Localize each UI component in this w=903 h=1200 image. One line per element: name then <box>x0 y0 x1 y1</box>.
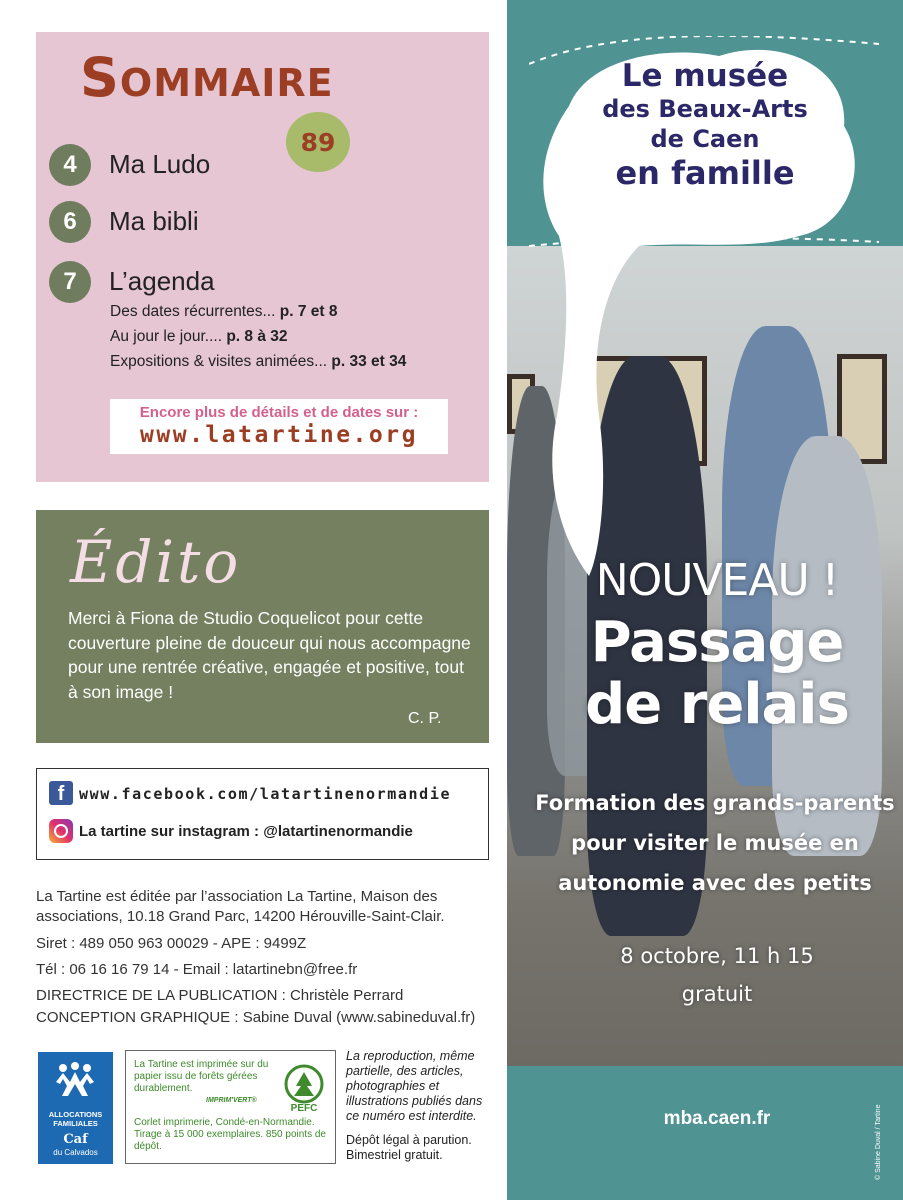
website-intro: Encore plus de détails et de dates sur : <box>139 404 419 421</box>
instagram-link[interactable]: La tartine sur instagram : @latartinenormandie <box>79 823 413 840</box>
publisher-line: associations, 10.18 Grand Parc, 14200 Hérouville-Saint-Clair. <box>36 908 445 925</box>
photo-credit: © Sabine Duval / Tartine <box>875 1104 882 1180</box>
headline: Passage de relais <box>585 610 849 737</box>
agenda-sub-item: Au jour le jour.... p. 8 à 32 <box>110 328 288 345</box>
edito-text: Merci à Fiona de Studio Coquelicot pour cette couverture pleine de douceur qui nous accompagne pour une rentrée créative, engagée et positive, tout à son image ! <box>68 608 471 702</box>
entry-agenda: L’agenda <box>109 266 215 296</box>
edito-panel <box>36 510 489 743</box>
paper-info: La Tartine est imprimée sur du papier issu de forêts gérées durablement. <box>134 1059 269 1094</box>
reproduction-notice: La reproduction, même partielle, des articles, photographies et illustrations publiés dans ce numéro est interdite. <box>346 1049 483 1123</box>
issue-number-badge: 89 <box>286 112 350 172</box>
balloon-title: Le musée des Beaux-Arts de Caen en famille <box>602 58 808 192</box>
siret-line: Siret : 489 050 963 00029 - APE : 9499Z <box>36 935 307 952</box>
agenda-sub-item: Des dates récurrentes... p. 7 et 8 <box>110 303 338 320</box>
design-line: CONCEPTION GRAPHIQUE : Sabine Duval (www.sabineduval.fr) <box>36 1009 476 1026</box>
printing-info-box <box>125 1050 336 1164</box>
entry-page-number: 7 <box>49 261 91 303</box>
entry-page-number: 6 <box>49 201 91 243</box>
event-price: gratuit <box>681 982 753 1006</box>
museum-ad-panel <box>507 0 903 1200</box>
edito-title: Édito <box>70 528 242 596</box>
printer-info: Corlet imprimerie, Condé-en-Normandie. Tirage à 15 000 exemplaires. 850 points de dépôt. <box>134 1117 326 1152</box>
caf-label: ALLOCATIONS FAMILIALES <box>48 1110 103 1128</box>
entry-ma-ludo: Ma Ludo <box>109 149 211 179</box>
nouveau-label: NOUVEAU ! <box>595 555 839 606</box>
imprim-vert-logo: IMPRIM'VERT® <box>206 1097 257 1104</box>
entry-ma-bibli: Ma bibli <box>109 206 199 236</box>
director-line: DIRECTRICE DE LA PUBLICATION : Christèle Perrard <box>36 987 404 1004</box>
pefc-label: PEFC <box>290 1103 318 1114</box>
caf-logo <box>38 1052 113 1164</box>
facebook-icon: f <box>49 781 73 805</box>
legal-deposit: Dépôt légal à parution. Bimestriel gratuit. <box>346 1133 472 1162</box>
museum-website-link[interactable]: mba.caen.fr <box>663 1108 771 1129</box>
sommaire-panel <box>36 32 489 482</box>
edito-signature: C. P. <box>408 710 442 727</box>
caf-region: du Calvados <box>53 1148 98 1157</box>
website-box <box>110 399 448 454</box>
facebook-link[interactable]: www.facebook.com/latartinenormandie <box>79 785 452 803</box>
contact-line: Tél : 06 16 16 79 14 - Email : latartinebn@free.fr <box>36 961 358 978</box>
formation-description: Formation des grands-parents pour visiter le musée en autonomie avec des petits <box>535 791 895 895</box>
social-box <box>36 768 489 860</box>
sommaire-title: Sommaire <box>80 46 334 109</box>
publisher-line: La Tartine est éditée par l’association La Tartine, Maison des <box>36 888 438 905</box>
caf-name: Caf <box>63 1132 88 1147</box>
event-date: 8 octobre, 11 h 15 <box>620 944 814 968</box>
entry-page-number: 4 <box>49 144 91 186</box>
website-link[interactable]: www.latartine.org <box>140 422 418 448</box>
caf-people-icon <box>50 1062 100 1098</box>
instagram-icon <box>49 819 73 843</box>
agenda-sub-item: Expositions & visites animées... p. 33 et 34 <box>110 353 407 370</box>
